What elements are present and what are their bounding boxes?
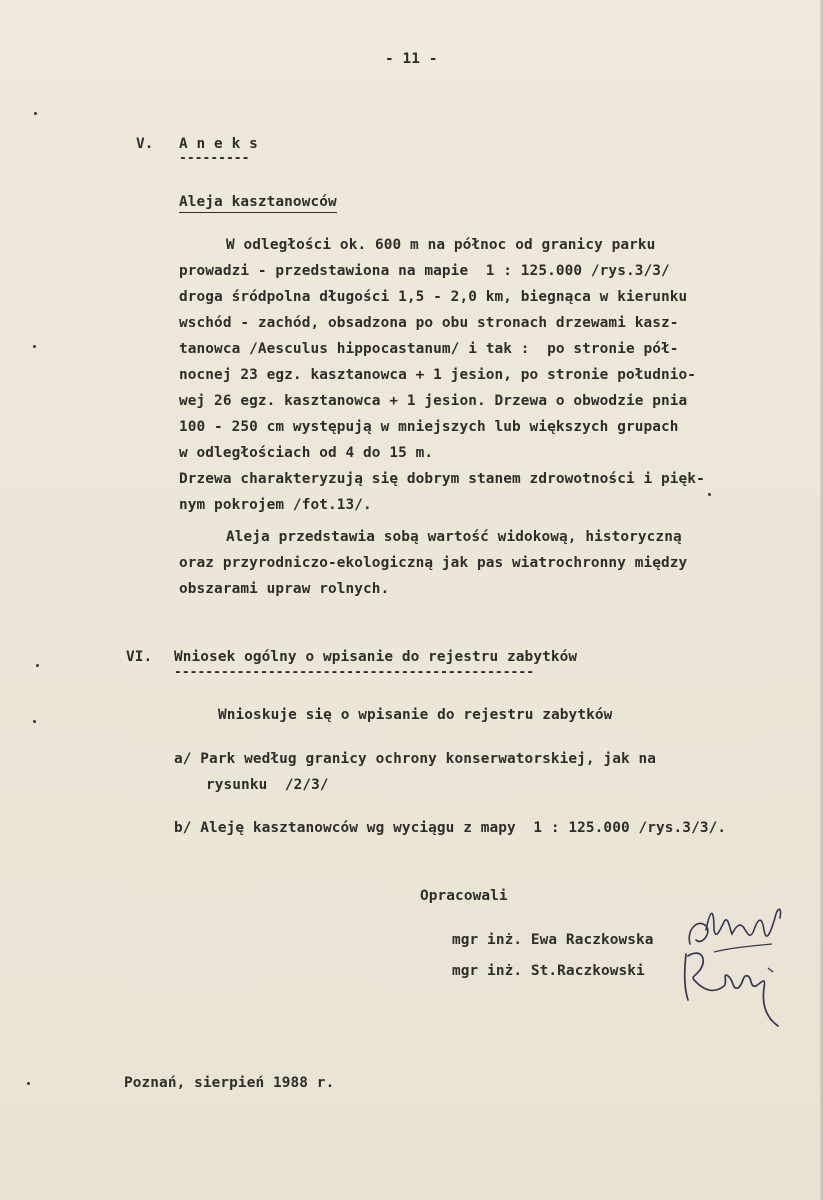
speck — [708, 493, 711, 496]
paragraph-1-line-5: tanowca /Aesculus hippocastanum/ i tak : po stronie pół- — [179, 341, 679, 357]
prepared-by-label: Opracowali — [420, 888, 508, 904]
author-2: mgr inż. St.Raczkowski — [452, 963, 645, 979]
section-vi-underline: ---------------------------------------------- — [174, 668, 535, 678]
paragraph-2-line-3: obszarami upraw rolnych. — [179, 581, 390, 597]
speck — [36, 664, 39, 667]
paragraph-1-line-10: Drzewa charakteryzują się dobrym stanem zdrowotności i pięk- — [179, 471, 705, 487]
paragraph-1-line-6: nocnej 23 egz. kasztanowca + 1 jesion, po stronie południo- — [179, 367, 697, 383]
paragraph-1-line-9: w odległościach od 4 do 15 m. — [179, 445, 434, 461]
author-1: mgr inż. Ewa Raczkowska — [452, 932, 654, 948]
paragraph-2-line-2: oraz przyrodniczo-ekologiczną jak pas wiatrochronny między — [179, 555, 688, 571]
paragraph-1-line-8: 100 - 250 cm występują w mniejszych lub większych grupach — [179, 419, 679, 435]
speck — [33, 720, 36, 723]
paragraph-1-line-11: nym pokrojem /fot.13/. — [179, 497, 372, 513]
paragraph-1-line-7: wej 26 egz. kasztanowca + 1 jesion. Drzewa o obwodzie pnia — [179, 393, 688, 409]
proposal-item-b: b/ Aleję kasztanowców wg wyciągu z mapy 1 : 125.000 /rys.3/3/. — [174, 820, 727, 836]
section-v-title: A n e k s — [179, 136, 258, 152]
subtitle-aleja: Aleja kasztanowców — [179, 193, 337, 213]
proposal-intro: Wnioskuje się o wpisanie do rejestru zabytków — [218, 707, 613, 723]
section-vi-number: VI. — [126, 649, 153, 665]
proposal-item-a-line-2: rysunku /2/3/ — [206, 777, 329, 793]
paragraph-1-line-3: droga śródpolna długości 1,5 - 2,0 km, biegnąca w kierunku — [179, 289, 688, 305]
paragraph-1-line-1: W odległości ok. 600 m na północ od granicy parku — [226, 237, 656, 253]
page-number: - 11 - — [385, 51, 438, 67]
proposal-item-a-line-1: a/ Park według granicy ochrony konserwatorskiej, jak na — [174, 751, 657, 767]
place-and-date: Poznań, sierpień 1988 r. — [124, 1075, 335, 1091]
paragraph-2-line-1: Aleja przedstawia sobą wartość widokową, historyczną — [226, 529, 682, 545]
signature-st — [678, 942, 788, 1032]
speck — [34, 112, 37, 115]
speck — [27, 1082, 30, 1085]
paragraph-1-line-4: wschód - zachód, obsadzona po obu stronach drzewami kasz- — [179, 315, 679, 331]
section-v-number: V. — [136, 136, 154, 152]
section-v-underline: --------- — [179, 154, 250, 164]
paragraph-1-line-2: prowadzi - przedstawiona na mapie 1 : 125.000 /rys.3/3/ — [179, 263, 670, 279]
section-vi-title: Wniosek ogólny o wpisanie do rejestru zabytków — [174, 649, 578, 665]
speck — [33, 345, 36, 348]
